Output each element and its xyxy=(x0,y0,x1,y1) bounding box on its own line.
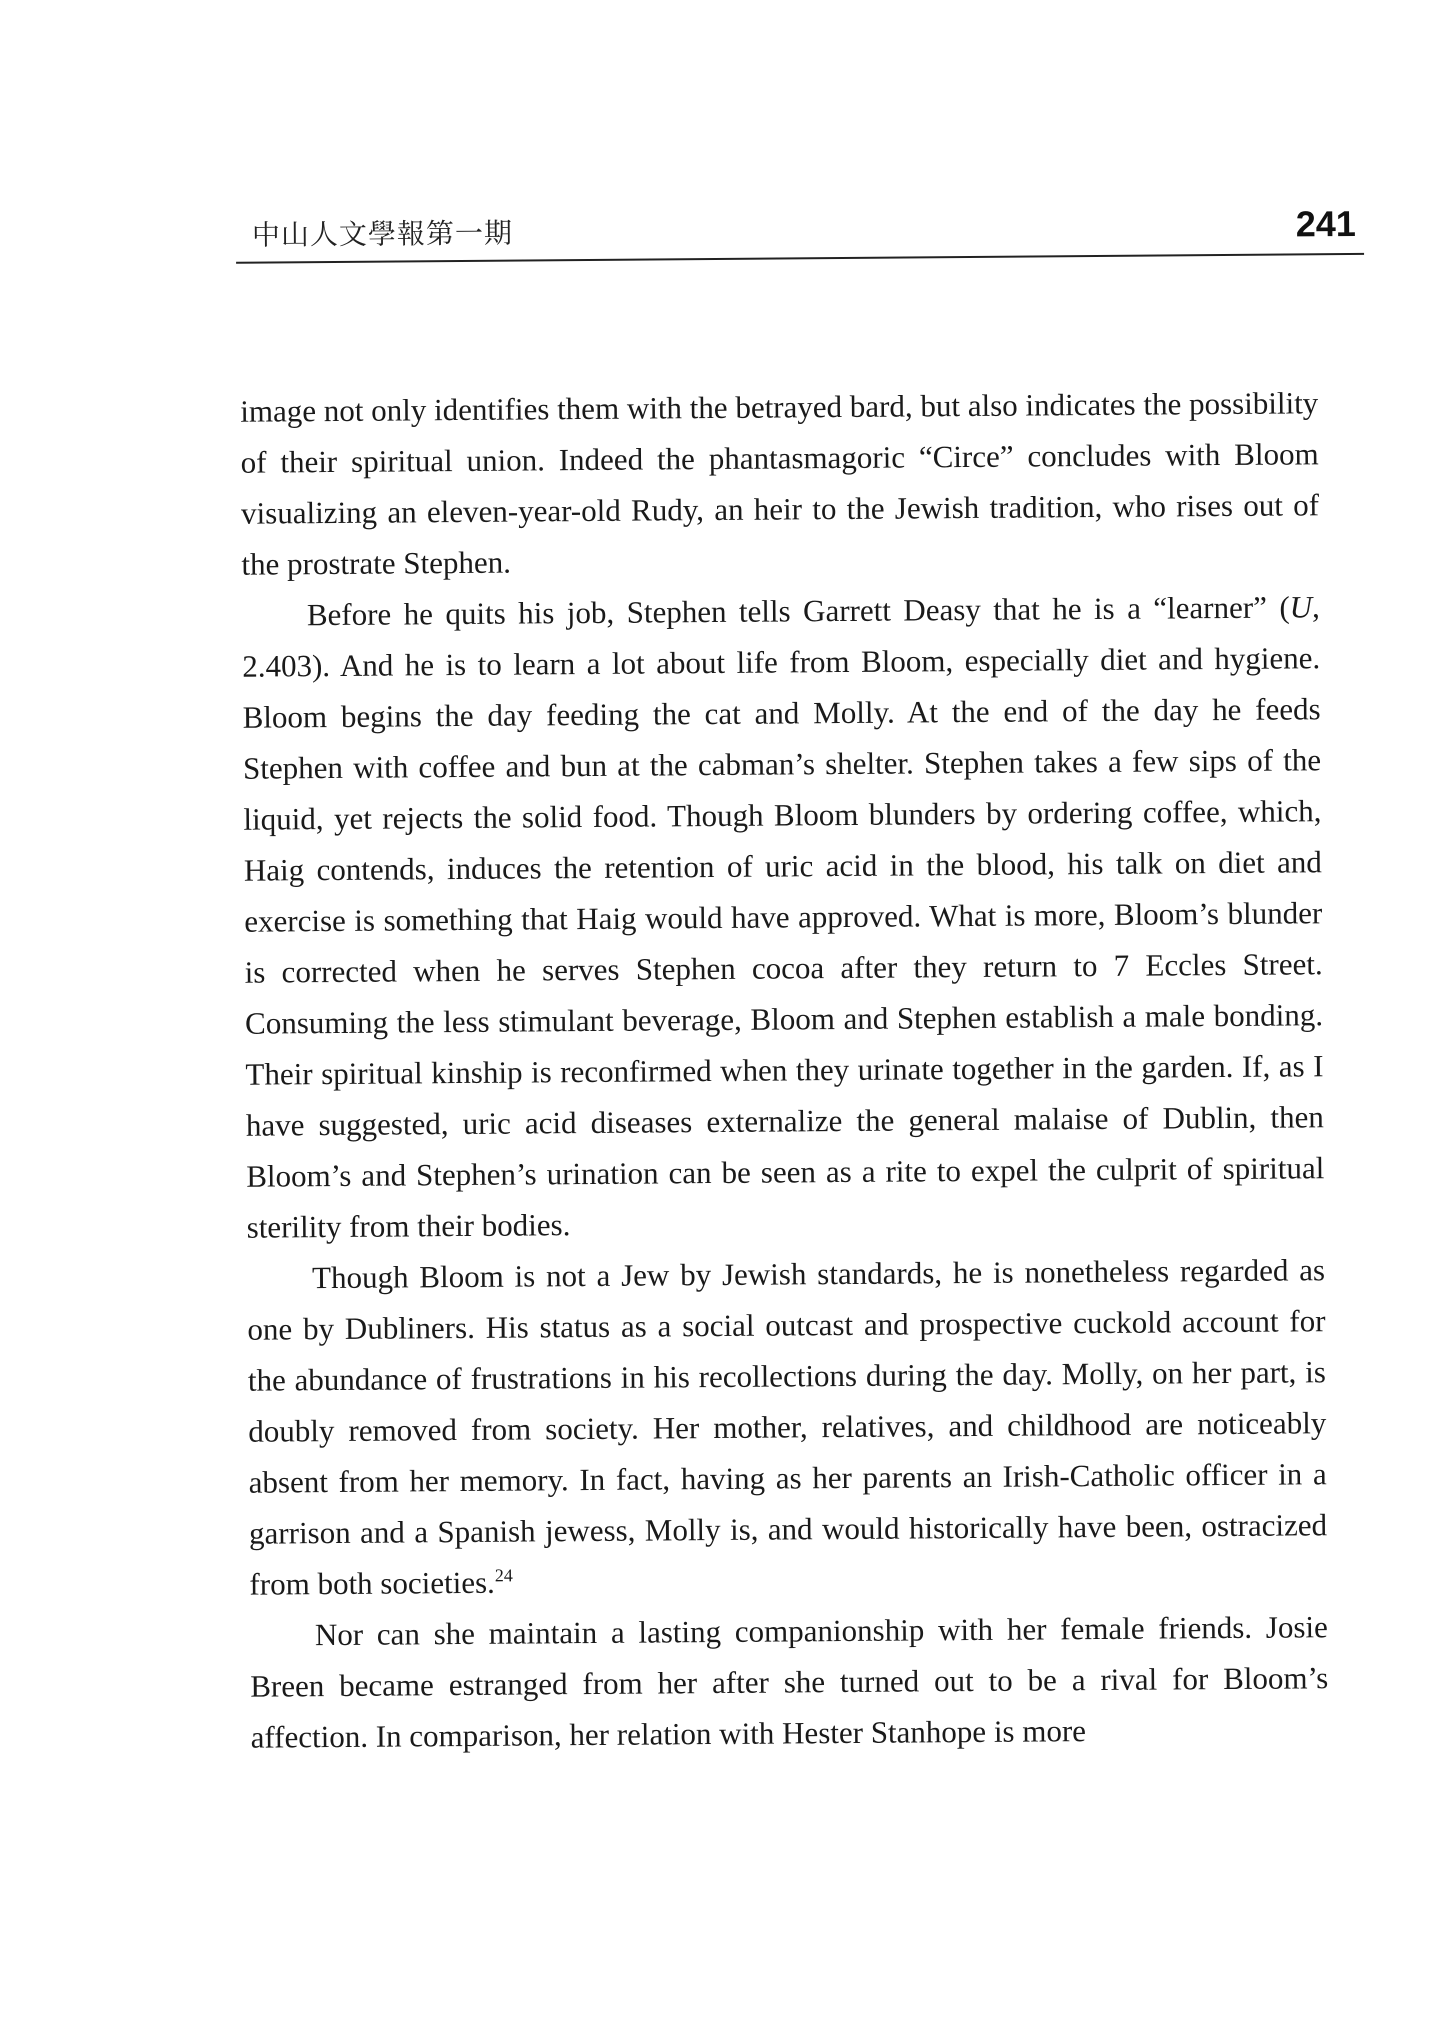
footnote-marker: 24 xyxy=(494,1565,513,1586)
paragraph-text: Before he quits his job, Stephen tells Garrett Deasy that he is a “learner” ( xyxy=(306,589,1290,633)
paragraph-2 xyxy=(242,581,1325,1252)
paragraph-text: Though Bloom is not a Jew by Jewish standards, he is nonetheless regarded as one by Dubliners. His status as a social outcast and prospective cuckold account for the abundance of frustrations in his recollections during the day. Molly, on her part, is doubly removed from society. Her mother, relatives, and childhood are noticeably absent from her memory. In fact, having as her parents an Irish-Catholic officer in a garrison and a Spanish jewess, Molly is, and would historically have been, ostracized from both societies. xyxy=(247,1252,1328,1602)
paragraph-text: image not only identifies them with the betrayed bard, but also indicates the possibility of their spiritual union. Indeed the phantasmagoric “Circe” concludes with Bloom visualizing an eleven-year-old Rudy, an heir to the Jewish tradition, who rises out of the prostrate Stephen. xyxy=(240,385,1320,582)
paragraph-3 xyxy=(247,1244,1328,1609)
body-text xyxy=(240,377,1329,1762)
paragraph-text: , 2.403). And he is to learn a lot about life from Bloom, especially diet and hygiene. Bloom begins the day feeding the cat and Molly. At the end of the day he feeds Stephen with coffee and bun at the cabman’s shelter. Stephen takes a few sips of the liquid, yet rejects the solid food. Though Bloom blunders by ordering coffee, which, Haig contends, induces the retention of uric acid in the blood, his talk on diet and exercise is something that Haig would have approved. What is more, Bloom’s blunder is corrected when he serves Stephen cocoa after they return to 7 Eccles Street. Consuming the less stimulant beverage, Bloom and Stephen establish a male bonding. Their spiritual kinship is reconfirmed when they urinate together in the garden. If, as I have suggested, uric acid diseases externalize the general malaise of Dublin, then Bloom’s and Stephen’s urination can be seen as a rite to expel the culprit of spiritual sterility from their bodies. xyxy=(242,589,1325,1245)
page-number: 241 xyxy=(1295,202,1356,245)
running-head xyxy=(236,191,1364,264)
ulysses-abbreviation: U xyxy=(1289,589,1313,625)
journal-name: 中山人文學報第一期 xyxy=(251,216,514,252)
paragraph-4 xyxy=(250,1601,1329,1762)
paragraph-1 xyxy=(240,377,1320,589)
paragraph-text: Nor can she maintain a lasting companionship with her female friends. Josie Breen became estranged from her after she turned out to be a rival for Bloom’s affection. In comparison, her relation with Hester Stanhope is more xyxy=(250,1609,1329,1755)
